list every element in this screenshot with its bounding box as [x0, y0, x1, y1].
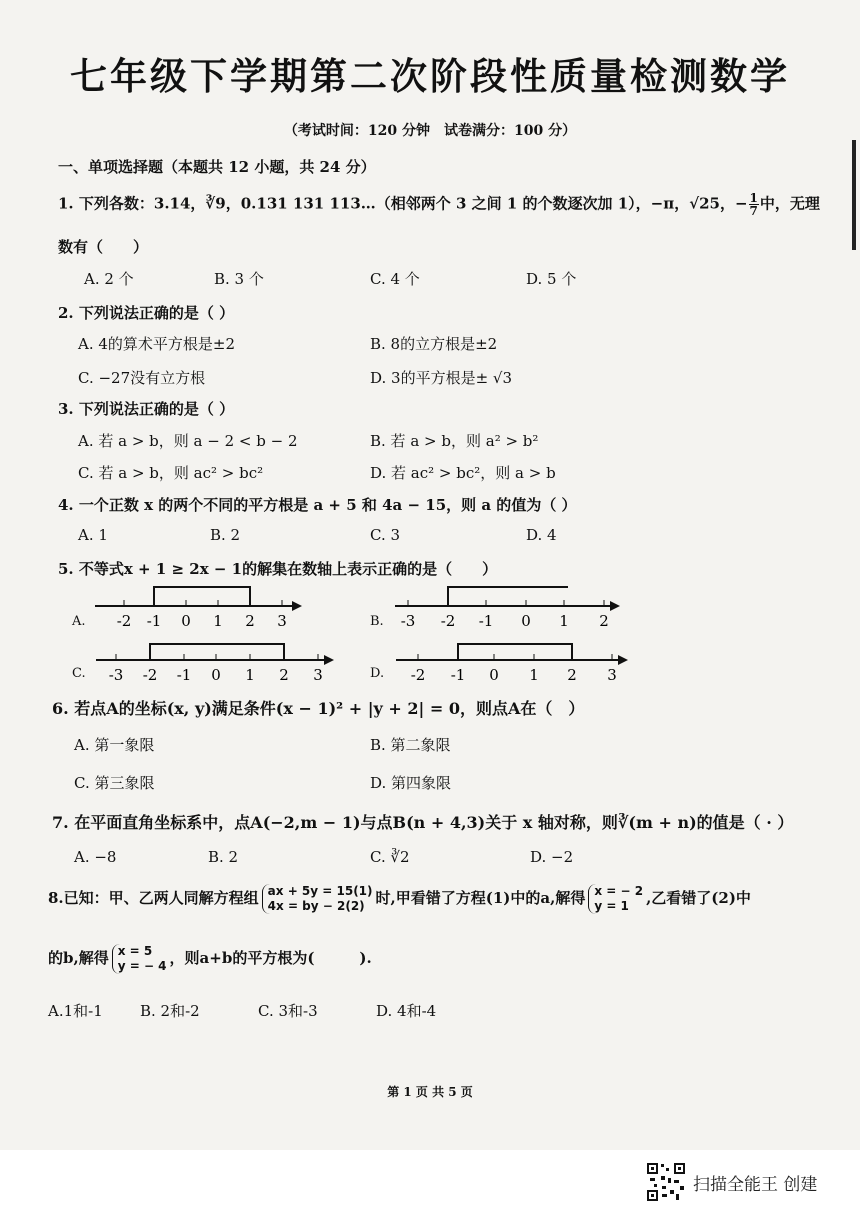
q5-b-tick-label: -1 [478, 612, 494, 630]
question-5: 5. 不等式x + 1 ≥ 2x − 1的解集在数轴上表示正确的是（ ） [58, 560, 498, 578]
question-7: 7. 在平面直角坐标系中，点A(−2,m − 1)与点B(n + 4,3)关于 x 轴对称，则∛(m + n)的值是（ · ） [52, 813, 794, 832]
q5-c-tick-label: 0 [211, 666, 221, 684]
q2-option-a: A. 4的算术平方根是±2 [78, 335, 236, 353]
q5-d-tick-label: 0 [489, 666, 499, 684]
q5-option-c-letter: C. [72, 666, 86, 681]
q1-fraction [749, 192, 759, 217]
q5-b-tick-label: 2 [599, 612, 609, 630]
page-footer: 第 1 页 共 5 页 [387, 1085, 473, 1099]
question-1 [58, 192, 820, 217]
q5-a-tick-label: -1 [146, 612, 162, 630]
q3-option-a: A. 若 a > b，则 a − 2 < b − 2 [78, 432, 298, 450]
q8-solution-2 [112, 944, 167, 974]
q1-frac-den: 7 [749, 204, 758, 218]
exam-subtitle: （考试时间：120 分钟 试卷满分：100 分） [283, 123, 577, 139]
q5-d-tick-label: 2 [567, 666, 577, 684]
q3-option-c: C. 若 a > b，则 ac² > bc² [78, 464, 264, 482]
q5-option-a-letter: A. [72, 614, 86, 629]
q7-option-c: C. ∛2 [370, 848, 410, 866]
q1-text-d: 中，无理 [759, 194, 820, 213]
q5-c-solution-bracket [150, 644, 284, 660]
q2-option-c: C. −27没有立方根 [78, 369, 206, 387]
q6-option-a: A. 第一象限 [74, 736, 155, 754]
q4-option-c: C. 3 [370, 526, 401, 544]
q1-text-a: 1. 下列各数：3.14， [58, 194, 206, 213]
q6-option-b: B. 第二象限 [370, 736, 451, 754]
q8-text-b: 时,甲看错了方程(1)中的a,解得 [375, 889, 586, 907]
qr-code-icon [646, 1162, 686, 1202]
q5-number-line-b [390, 582, 630, 632]
question-8-line2 [48, 944, 372, 974]
question-6: 6. 若点A的坐标(x, y)满足条件(x − 1)² + |y + 2| = 0，则点A在（ ） [52, 699, 585, 718]
q8-sol2-y: y = − 4 [117, 959, 167, 973]
scanner-brand-label: 扫描全能王 创建 [693, 1175, 818, 1195]
q5-a-tick-label: -2 [116, 612, 132, 630]
q6-option-d: D. 第四象限 [370, 774, 452, 792]
q1-option-b: B. 3 个 [214, 270, 264, 288]
q8-text-e: ，则a+b的平方根为( ). [169, 949, 372, 967]
q8-option-b: B. 2和-2 [140, 1002, 200, 1020]
q8-text-a: 8.已知：甲、乙两人同解方程组 [48, 889, 259, 907]
q8-equation-2: 4x = by − 2(2) [267, 899, 365, 913]
q2-option-b: B. 8的立方根是±2 [370, 335, 498, 353]
q3-option-b: B. 若 a > b，则 a² > b² [370, 432, 539, 450]
q5-number-line-c [94, 636, 344, 686]
q1-option-d: D. 5 个 [526, 270, 577, 288]
q5-a-tick-label: 3 [277, 612, 287, 630]
q1-text-b: ，0.131 131 113…（相邻两个 3 之间 1 的个数逐次加 1），−π， [225, 194, 690, 213]
q1-cbrt9: ∛9 [205, 194, 226, 213]
q1-option-a: A. 2 个 [84, 270, 134, 288]
q7-option-d: D. −2 [530, 848, 574, 866]
q8-option-a: A.1和-1 [48, 1002, 103, 1020]
q7-option-a: A. −8 [74, 848, 117, 866]
q5-c-tick-label: 2 [279, 666, 289, 684]
q5-b-tick-label: 1 [559, 612, 569, 630]
q4-option-b: B. 2 [210, 526, 241, 544]
q8-text-d: 的b,解得 [48, 949, 109, 967]
q5-d-tick-label: -1 [450, 666, 466, 684]
question-1-line2: 数有（ ） [58, 238, 149, 256]
question-4: 4. 一个正数 x 的两个不同的平方根是 a + 5 和 4a − 15，则 a 的值为（ ） [58, 496, 577, 514]
q5-a-tick-label: 1 [213, 612, 223, 630]
q2-option-d: D. 3的平方根是± √3 [370, 369, 513, 387]
q1-option-c: C. 4 个 [370, 270, 420, 288]
q5-b-solution-bracket [448, 587, 568, 606]
question-3: 3. 下列说法正确的是（ ） [58, 400, 235, 418]
q5-a-tick-label: 2 [245, 612, 255, 630]
q7-option-b: B. 2 [208, 848, 239, 866]
scan-edge-mark [852, 140, 856, 250]
q4-option-d: D. 4 [526, 526, 557, 544]
q5-d-tick-label: -2 [410, 666, 426, 684]
question-8 [48, 884, 751, 914]
q8-equation-1: ax + 5y = 15(1) [267, 884, 373, 898]
q5-d-solution-bracket [458, 644, 572, 660]
exam-title: 七年级下学期第二次阶段性质量检测数学 [70, 54, 790, 98]
q5-b-tick-label: -3 [400, 612, 416, 630]
q1-sqrt25: √25 [689, 194, 720, 213]
q5-option-b-letter: B. [370, 614, 384, 629]
q8-solution-1 [588, 884, 643, 914]
q8-option-c: C. 3和-3 [258, 1002, 318, 1020]
q5-c-tick-label: -2 [142, 666, 158, 684]
q8-sol2-x: x = 5 [117, 944, 153, 958]
q5-b-tick-label: -2 [440, 612, 456, 630]
q5-b-tick-label: 0 [521, 612, 531, 630]
q5-c-tick-label: 1 [245, 666, 255, 684]
question-2: 2. 下列说法正确的是（ ） [58, 304, 235, 322]
q5-c-tick-label: 3 [313, 666, 323, 684]
q5-c-tick-label: -1 [176, 666, 192, 684]
q5-option-d-letter: D. [370, 666, 385, 681]
q1-frac-num: 1 [749, 191, 758, 205]
q1-text-c: ，− [719, 194, 748, 213]
q5-a-tick-label: 0 [181, 612, 191, 630]
section-heading: 一、单项选择题（本题共 12 小题，共 24 分） [58, 158, 376, 176]
q3-option-d: D. 若 ac² > bc²，则 a > b [370, 464, 556, 482]
q5-a-solution-bracket [154, 587, 250, 606]
q5-number-line-a [90, 582, 310, 632]
q8-text-c: ,乙看错了(2)中 [646, 889, 751, 907]
q5-d-tick-label: 3 [607, 666, 617, 684]
q5-c-tick-label: -3 [108, 666, 124, 684]
q6-option-c: C. 第三象限 [74, 774, 155, 792]
q8-sol1-y: y = 1 [594, 899, 629, 913]
q8-sol1-x: x = − 2 [594, 884, 644, 898]
q8-system-of-equations [262, 884, 373, 914]
q5-number-line-d [392, 636, 637, 686]
q5-d-tick-label: 1 [529, 666, 539, 684]
q4-option-a: A. 1 [78, 526, 108, 544]
q8-option-d: D. 4和-4 [376, 1002, 437, 1020]
